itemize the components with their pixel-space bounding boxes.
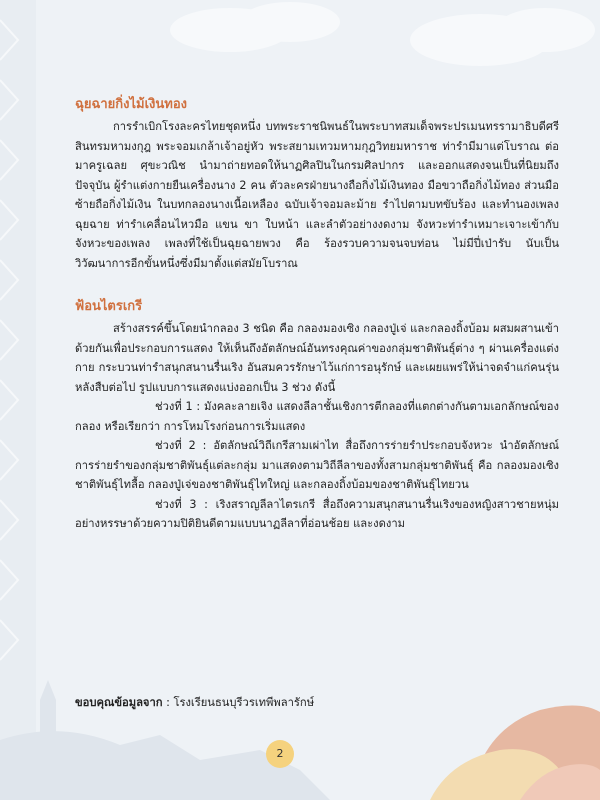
section-paragraph-chui-chai: การรำเบิกโรงละครไทยชุดหนึ่ง บทพระราชนิพนธ์ในพระบาทสมเด็จพระปรเมนทรรามาธิบดีศรีสินทรมหามงกุฎ พระจอมเกล้าเจ้าอยู่หัว พระสยามเทวมหามกุฎวิทยมหาราช ท่ารำมีมาแต่โบราณ ต่อมาครูเฉลย ศุขะวณิช นำมาถ่ายทอดให้นาฏศิลปินในกรมศิลปากร และออกแสดงจนเป็นที่นิยมถึงปัจจุบัน ผู้รำแต่งกายยืนเครื่องนาง 2 คน ตัวละครฝ่ายนางถือกิ่งไม้เงินทอง มือขวาถือกิ่งไม้ทอง ส่วนมือซ้ายถือกิ่งไม้เงิน ในบทกลองนางเนื้อเหลือง ฉบับเจ้าจอมละม้าย รำไปตามบทขับร้อง และทำนองเพลงฉุยฉาย ท่ารำเคลื่อนไหวมือ แขน ขา ใบหน้า และลำตัวอย่างงดงาม จังหวะท่ารำเหมาะเจาะเข้ากับจังหวะของเพลง เพลงที่ใช้เป็นฉุยฉายพวง คือ ร้องรวบความจนจบท่อน ไม่มีปี่เป่ารับ นับเป็นวิวัฒนาการอีกขั้นหนึ่งซึ่งมีมาตั้งแต่สมัยโบราณ — [75, 120, 559, 270]
section-spacer — [75, 273, 559, 297]
credit-line — [75, 694, 495, 712]
section-heading-chui-chai: ฉุยฉายกิ่งไม้เงินทอง — [75, 97, 187, 112]
left-pattern-decoration — [0, 0, 36, 800]
wave-decoration — [430, 705, 600, 800]
page-number-badge: 2 — [266, 740, 294, 768]
article-body — [75, 95, 559, 534]
credit-separator: : — [162, 696, 174, 709]
credit-source: โรงเรียนธนบุรีวรเทพีพลารักษ์ — [173, 696, 315, 709]
credit-label: ขอบคุณข้อมูลจาก — [75, 696, 163, 709]
section-heading-fon-trai-kree: ฟ้อนไตรเกรี — [75, 299, 143, 314]
performance-part-3: ช่วงที่ 3 : เริงสราญลีลาไตรเกรี สื่อถึงความสนุกสนานรื่นเริงของหญิงสาวชายหนุ่ม อย่างหรรษาด้วยความปิติยินดีตามแบบนาฏลีลาที่อ่อนช้อย และงดงาม — [75, 497, 559, 530]
cloud-decoration — [170, 2, 595, 66]
section-paragraph-fon-trai-kree: สร้างสรรค์ขึ้นโดยนำกลอง 3 ชนิด คือ กลองมองเซิง กลองปู่เจ่ และกลองถิ้งบ้อม ผสมผสานเข้าด้วยกันเพื่อประกอบการแสดง ให้เห็นถึงอัตลักษณ์อันทรงคุณค่าของกลุ่มชาติพันธุ์ต่าง ๆ ผ่านเครื่องแต่งกาย กระบวนท่ารำสนุกสนานรื่นเริง อันสมควรรักษาไว้แก่การอนุรักษ์ และเผยแพร่ให้น่าจดจำแก่คนรุ่นหลังสืบต่อไป รูปแบบการแสดงแบ่งออกเป็น 3 ช่วง ดังนี้ — [75, 322, 559, 394]
performance-part-2: ช่วงที่ 2 : อัตลักษณ์วิถีเกรีสามเผ่าไท สื่อถึงการร่ายรำประกอบจังหวะ นำอัตลักษณ์การร่ายรำของกลุ่มชาติพันธุ์แต่ละกลุ่ม มาแสดงตามวิถีลีลาของทั้งสามกลุ่มชาติพันธุ์ คือ กลองมองเซิงชาติพันธุ์ไทลื้อ กลองปู่เจ่ของชาติพันธุ์ไทใหญ่ และกลองถิ้งบ้อมของชาติพันธุ์ไทยวน — [75, 439, 559, 491]
performance-part-1: ช่วงที่ 1 : มังคละลายเจิง แสดงลีลาชั้นเชิงการตีกลองที่แตกต่างกันตามเอกลักษณ์ของกลอง หรือเรียกว่า การโหมโรงก่อนการเริ่มแสดง — [75, 400, 559, 433]
